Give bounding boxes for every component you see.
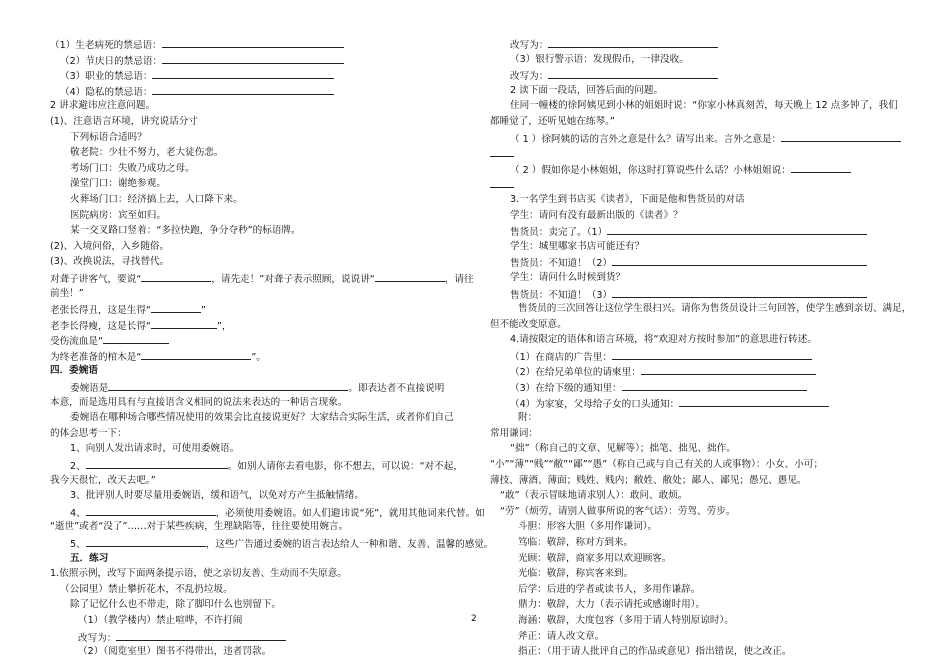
coffin-line: 为终老准备的棺木是“ ”。 (50, 348, 465, 364)
answer-blank[interactable] (490, 176, 514, 188)
answer-blank[interactable] (781, 130, 901, 142)
answer-blank[interactable] (679, 395, 829, 407)
taboo-line-4: （4）隐私的禁忌语： (50, 83, 465, 99)
humble-words-heading: 常用谦词： (490, 427, 538, 439)
euphemism-point-2: 2、 。如别人请你去看电影，你不想去，可以说：“对不起， (50, 457, 465, 473)
deaf-line: 对聋子讲客气，要说“ ，请先走！”对聋子表示照顾，说说讲“ ，请往 (50, 270, 465, 286)
answer-blank[interactable] (612, 348, 812, 360)
answer-blank[interactable] (791, 161, 851, 173)
euphemism-definition-cont: 本意，而是选用具有与直接语含义相同的说法来表达的一种语言现象。 (50, 396, 348, 408)
answer-blank[interactable] (86, 535, 206, 547)
answer-line (490, 145, 905, 161)
euphemism-point-5: 5、 ，这些广告通过委婉的语言表达给人一种和谐、友善、温馨的感觉。 (50, 535, 465, 551)
answer-blank[interactable] (607, 223, 867, 235)
answer-blank[interactable] (108, 379, 348, 391)
question-4-1: （1）在商店的广告里： (490, 348, 905, 364)
rewrite-line: 改写为： (490, 36, 905, 52)
euphemism-point-1: 1、向别人发出请求时，可使用委婉语。 (70, 443, 240, 455)
slogan-question: 下列标语合适吗？ (70, 131, 147, 143)
dialogue-line: 售货员：卖完了。（1） (490, 223, 905, 239)
answer-line (490, 176, 905, 192)
rewrite-line: 改写为： (50, 629, 465, 645)
taboo-line-3: （3）职业的禁忌语： (50, 67, 465, 83)
slogan-item: 澡堂门口：谢绝参观。 (70, 178, 166, 190)
humble-word: “劳”（烦劳，请别人做事所说的客气话）：劳驾、劳步。 (500, 505, 736, 517)
section-2-3: (3)、改换说法，寻找替代。 (50, 256, 170, 268)
polite-word: 光临：敬辞，称宾客来到。 (518, 568, 634, 580)
rewrite-line: 改写为： (490, 67, 905, 83)
dialogue-line: 学生：城里哪家书店可能还有？ (510, 240, 645, 252)
dialogue-line: 学生：请问有没有最新出版的《读者》？ (510, 209, 683, 221)
ugly-line: 老张长得丑，这是生得“ ” (50, 301, 465, 317)
answer-blank[interactable] (86, 504, 216, 516)
question-2-1: （ 1 ）徐阿姨的话的言外之意是什么？请写出来。言外之意是： (490, 130, 905, 146)
answer-blank[interactable] (612, 286, 867, 298)
humble-word: 薄技、薄酒、薄面；贱姓、贱内；敝姓、敝处；鄙人、鄙见；愚兄、愚见。 (490, 474, 807, 486)
answer-blank[interactable] (152, 83, 334, 95)
slogan-item: 火葬场门口：经济搞上去，人口降下来。 (70, 193, 243, 205)
slogan-item: 医院病房：宾至如归。 (70, 209, 166, 221)
question-2-passage-cont: 都睡觉了，还听见她在练琴。” (490, 115, 615, 127)
answer-blank[interactable] (141, 270, 211, 282)
answer-blank[interactable] (612, 254, 867, 266)
question-2-2: （ 2 ）假如你是小林姐姐，你这时打算说些什么话？小林姐姐说： (490, 161, 905, 177)
answer-blank[interactable] (375, 270, 445, 282)
exercise-task-1: （1）（教学楼内）禁止喧哗，不许打闹 (78, 614, 243, 626)
euphemism-point-4-cont: “逝世”或者“没了”……对于某些疾病，生理缺陷等，往往要使用婉言。 (50, 521, 349, 533)
right-column (490, 36, 912, 660)
answer-blank[interactable] (162, 52, 344, 64)
exercise-task-2: （2）（阅览室里）图书不得带出，违者罚款。 (78, 646, 272, 658)
taboo-line-1: （1）生老病死的禁忌语： (50, 36, 465, 52)
exercise-example-2: 除了记忆什么也不带走，除了脚印什么也别留下。 (70, 599, 282, 611)
humble-word: “敢”（表示冒昧地请求别人）：敢问、敢烦。 (500, 490, 688, 502)
question-4-3: （3）在给下级的通知里： (490, 379, 905, 395)
question-2-passage: 住同一幢楼的徐阿姨见到小林的姐姐时说：“你家小林真刻苦，每天晚上 12 点多钟了，我们 (510, 100, 898, 112)
euphemism-question-cont: 的体会思考一下： (50, 427, 127, 439)
answer-blank[interactable] (162, 36, 344, 48)
answer-blank[interactable] (548, 67, 718, 79)
dialogue-line: 售货员：不知道！（3） (490, 286, 905, 302)
left-column (50, 36, 494, 660)
answer-blank[interactable] (141, 348, 251, 360)
question-2: 2 读下面一段话，回答后面的问题。 (510, 84, 664, 96)
slogan-item: 考场门口：失败乃成功之母。 (70, 162, 195, 174)
section-2-1: (1)、注意语言环境，讲究说话分寸 (50, 115, 198, 127)
section-5-title: 五．练习 (70, 552, 109, 564)
polite-word: 后学：后进的学者或读书人，多用作谦辞。 (518, 583, 701, 595)
deaf-line-end: 前坐！” (50, 287, 84, 299)
dialogue-line: 学生：请问什么时候到货？ (510, 271, 626, 283)
bank-warning: （3）银行警示语：发现假币，一律没收。 (510, 53, 689, 65)
page-number: 2 (471, 614, 477, 624)
answer-blank[interactable] (116, 629, 286, 641)
answer-blank[interactable] (151, 301, 201, 313)
polite-word: 斗胆：形容大胆（多用作谦词）。 (518, 521, 658, 533)
section-2-title: 2 讲求避讳应注意问题。 (50, 100, 156, 112)
polite-word: 光顾：敬辞，商家多用以欢迎顾客。 (518, 552, 672, 564)
answer-blank[interactable] (151, 317, 217, 329)
question-3: 3.一名学生到书店买《读者》，下面是他和售货员的对话 (510, 193, 745, 205)
appendix-label: 附： (518, 412, 538, 424)
question-4-2: （2）在给兄弟单位的请柬里： (490, 363, 905, 379)
section-4-title: 四．委婉语 (50, 365, 98, 377)
slogan-item: 敬老院：少壮不努力，老大徒伤悲。 (70, 147, 224, 159)
euphemism-point-2-cont: 我今天很忙，改天去吧。” (50, 474, 156, 486)
dialogue-line: 售货员：不知道！（2） (490, 254, 905, 270)
question-3-note: 售货员的三次回答让这位学生很扫兴。请你为售货员设计三句回答，使学生感到亲切、满足， (518, 303, 912, 315)
blood-line: 受伤流血是“ (50, 332, 465, 348)
question-4: 4.请按限定的语体和语言环境，将“欢迎对方按时参加”的意思进行转述。 (510, 334, 817, 346)
euphemism-definition: 委婉语是 。即表达者不直接说明 (50, 379, 465, 395)
question-4-4: （4）为家宴，父母给子女的口头通知： (490, 395, 905, 411)
euphemism-question: 委婉语在哪种场合哪些情况使用的效果会比直接说更好？大家结合实际生活，或者你们自己 (70, 412, 454, 424)
euphemism-point-3: 3、批评别人时要尽量用委婉语，缓和语气，以免对方产生抵触情绪。 (70, 490, 364, 502)
polite-word: 指正：（用于请人批评自己的作品或意见）指出错误，使之改正。 (518, 646, 792, 658)
question-3-note-cont: 但不能改变原意。 (490, 318, 567, 330)
exercise-example-1: （公园里）禁止攀折花木，不乱扔垃圾。 (60, 583, 233, 595)
answer-blank[interactable] (490, 145, 514, 157)
answer-blank[interactable] (548, 36, 718, 48)
answer-blank[interactable] (152, 67, 334, 79)
answer-blank[interactable] (641, 363, 816, 375)
humble-word: “小”“薄”“贱”“敝”“鄙”“愚”（称自己或与自己有关的人或事物）：小女、小可； (490, 459, 824, 471)
thin-line: 老李长得瘦，这是长得“ ”， (50, 317, 465, 333)
polite-word: 笃临：敬辞，称对方到来。 (518, 537, 634, 548)
section-2-2: (2)、入境问俗，入乡随俗。 (50, 240, 170, 252)
taboo-line-2: （2）节庆日的禁忌语： (50, 52, 465, 68)
polite-word: 海涵：敬辞，大度包容（多用于请人特别原谅时）。 (518, 614, 734, 626)
humble-word: “拙”（称自己的文章、见解等）；拙笔、拙见、拙作。 (510, 443, 736, 455)
answer-blank[interactable] (103, 332, 169, 344)
exercise-1: 1.依照示例，改写下面两条提示语，使之亲切友善、生动而不失原意。 (50, 568, 347, 580)
answer-blank[interactable] (622, 379, 807, 391)
slogan-road: 某一交叉路口竖着：“多拉快跑，争分夺秒”的标语牌。 (70, 225, 301, 237)
answer-blank[interactable] (86, 457, 228, 469)
polite-word: 鼎力：敬辞，大力（表示请托或感谢时用）。 (518, 599, 706, 611)
euphemism-point-4: 4、 ，必须使用委婉语。如人们避讳说“死”，就用其他词来代替。如 (50, 504, 465, 520)
polite-word: 斧正：请人改文章。 (518, 630, 605, 642)
